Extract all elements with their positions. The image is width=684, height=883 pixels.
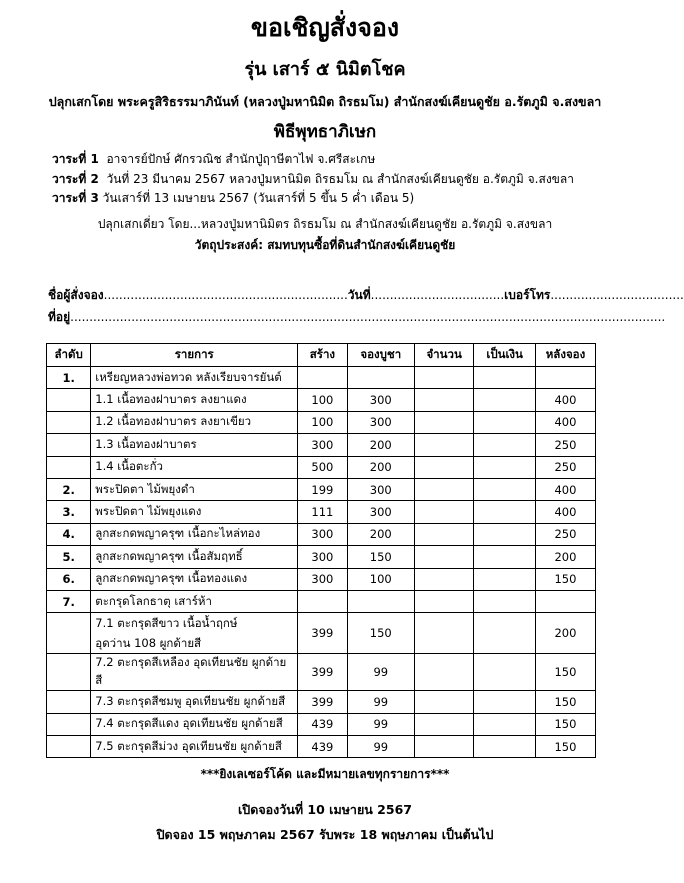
cell-qty[interactable]: [414, 389, 473, 411]
cell-item: 7.3 ตะกรุดสีชมพู อุดเทียนชัย ผูกด้ายสี: [91, 691, 298, 713]
cell-price: 150: [347, 546, 414, 568]
order-table: [46, 343, 596, 758]
cell-price: 99: [347, 691, 414, 713]
cell-total[interactable]: [474, 691, 536, 713]
cell-no: 3.: [47, 501, 91, 523]
cell-no: 6.: [47, 568, 91, 590]
cell-item: 1.1 เนื้อทองฝาบาตร ลงยาแดง: [91, 389, 298, 411]
cell-after: 250: [535, 434, 595, 456]
round-text: อาจารย์ปักษ์ ศักรวณิช สำนักปู่ฤาษีตาไฟ จ.ศรีสะเกษ: [106, 152, 376, 166]
table-row: [47, 691, 596, 713]
cell-item: [91, 613, 298, 654]
cell-item: 1.3 เนื้อทองฝาบาตร: [91, 434, 298, 456]
cell-no: 5.: [47, 546, 91, 568]
table-row: [47, 546, 596, 568]
date-label: วันที่: [347, 288, 371, 302]
cell-total[interactable]: [474, 546, 536, 568]
cell-qty[interactable]: [414, 713, 473, 735]
cell-made: 100: [298, 411, 347, 433]
form-row-address: [48, 306, 684, 328]
cell-item: 7.2 ตะกรุดสีเหลือง อุดเทียนชัย ผูกด้ายสี: [91, 654, 298, 691]
cell-total[interactable]: [474, 568, 536, 590]
cell-after: 200: [535, 546, 595, 568]
cell-after: [535, 590, 595, 612]
cell-price: 300: [347, 501, 414, 523]
date-field[interactable]: ...................................: [370, 288, 505, 302]
cell-item: 1.2 เนื้อทองฝาบาตร ลงยาเขียว: [91, 411, 298, 433]
cell-after: [535, 367, 595, 389]
form-row-name: [48, 284, 684, 306]
cell-no: 2.: [47, 478, 91, 500]
phone-field[interactable]: ...................................: [550, 288, 684, 302]
cell-item: 7.4 ตะกรุดสีแดง อุดเทียนชัย ผูกด้ายสี: [91, 713, 298, 735]
cell-qty[interactable]: [414, 367, 473, 389]
cell-qty[interactable]: [414, 478, 473, 500]
phone-label: เบอร์โทร: [504, 288, 551, 302]
cell-after: 400: [535, 501, 595, 523]
cell-qty[interactable]: [414, 691, 473, 713]
cell-price: 100: [347, 568, 414, 590]
table-row: [47, 568, 596, 590]
cell-item: ลูกสะกดพญาครุฑ เนื้อทองแดง: [91, 568, 298, 590]
cell-qty[interactable]: [414, 546, 473, 568]
cell-item: เหรียญหลวงพ่อทวด หลังเรียบจารยันต์: [91, 367, 298, 389]
cell-total[interactable]: [474, 713, 536, 735]
round-label: วาระที่ 2: [52, 171, 99, 186]
cell-price: 150: [347, 613, 414, 654]
cell-no: [47, 691, 91, 713]
round-text: วันที่ 23 มีนาคม 2567 หลวงปู่มหานิมิต ถิรธมโม ณ สำนักสงฆ์เคียนดูชัย อ.รัตภูมิ จ.สงขลา: [106, 171, 574, 186]
cell-price: 300: [347, 478, 414, 500]
cell-qty[interactable]: [414, 523, 473, 545]
solo-blessing-line: ปลุกเสกเดี่ยว โดย...หลวงปู่มหานิมิตร ถิรธมโม ณ สำนักสงฆ์เคียนดูชัย อ.รัตภูมิ จ.สงขลา: [97, 217, 553, 231]
cell-total[interactable]: [474, 456, 536, 478]
cell-after: 250: [535, 456, 595, 478]
cell-after: 150: [535, 568, 595, 590]
cell-made: 111: [298, 501, 347, 523]
cell-qty[interactable]: [414, 501, 473, 523]
cell-price: 200: [347, 434, 414, 456]
col-header-made: สร้าง: [298, 344, 347, 367]
cell-after: 150: [535, 691, 595, 713]
round-label: วาระที่ 3: [52, 191, 99, 205]
cell-after: 400: [535, 411, 595, 433]
ceremony-title: พิธีพุทธาภิเษก: [273, 122, 377, 142]
table-row: [47, 478, 596, 500]
cell-after: 250: [535, 523, 595, 545]
col-header-after: หลังจอง: [535, 344, 595, 367]
cell-qty[interactable]: [414, 654, 473, 691]
cell-item: ตะกรุดโลกธาตุ เสาร์ห้า: [91, 590, 298, 612]
cell-after: 400: [535, 389, 595, 411]
order-form: [48, 284, 684, 328]
cell-made: 399: [298, 613, 347, 654]
cell-item: ลูกสะกดพญาครุฑ เนื้อสัมฤทธิ์: [91, 546, 298, 568]
cell-item: ลูกสะกดพญาครุฑ เนื้อกะไหล่ทอง: [91, 523, 298, 545]
cell-no: [47, 389, 91, 411]
blessed-by-line: ปลุกเสกโดย พระครูสิริธรรมาภินันท์ (หลวงปู่มหานิมิต ถิรธมโม) สำนักสงฆ์เคียนดูชัย อ.รัตภูมิ จ.สงขลา: [48, 94, 602, 109]
col-header-price: จองบูชา: [347, 344, 414, 367]
cell-made: 300: [298, 523, 347, 545]
cell-made: 439: [298, 713, 347, 735]
cell-qty[interactable]: [414, 568, 473, 590]
series-title: รุ่น เสาร์ ๕ นิมิตโชค: [244, 59, 406, 80]
round-1: [52, 150, 574, 170]
cell-no: 7.: [47, 590, 91, 612]
name-field[interactable]: ................................................................: [103, 288, 348, 302]
cell-made: 439: [298, 736, 347, 758]
cell-total[interactable]: [474, 523, 536, 545]
cell-price: [347, 367, 414, 389]
cell-made: 500: [298, 456, 347, 478]
cell-item-line: 7.1 ตะกรุดสีขาว เนื้อน้ำฤกษ์: [95, 616, 238, 631]
table-row: [47, 613, 596, 654]
cell-total[interactable]: [474, 501, 536, 523]
page-title: ขอเชิญสั่งจอง: [250, 13, 400, 42]
cell-no: [47, 736, 91, 758]
ceremony-rounds: [52, 150, 574, 209]
name-label: ชื่อผู้สั่งจอง: [48, 288, 104, 302]
cell-made: 300: [298, 434, 347, 456]
cell-total[interactable]: [474, 478, 536, 500]
cell-made: 300: [298, 568, 347, 590]
cell-qty[interactable]: [414, 736, 473, 758]
cell-after: 150: [535, 654, 595, 691]
cell-total[interactable]: [474, 411, 536, 433]
table-row: [47, 434, 596, 456]
cell-qty[interactable]: [414, 456, 473, 478]
round-label: วาระที่ 1: [52, 152, 99, 166]
cell-item: พระปิดตา ไม้พยุงแดง: [91, 501, 298, 523]
address-label: ที่อยู่: [48, 310, 71, 324]
cell-after: 400: [535, 478, 595, 500]
table-row: [47, 713, 596, 735]
cell-made: [298, 590, 347, 612]
cell-total[interactable]: [474, 389, 536, 411]
round-text: วันเสาร์ที่ 13 เมษายน 2567 (วันเสาร์ที่ 5 ขึ้น 5 ค่ำ เดือน 5): [102, 191, 415, 205]
col-header-no: ลำดับ: [47, 344, 91, 367]
cell-made: 100: [298, 389, 347, 411]
cell-made: 399: [298, 654, 347, 691]
cell-qty[interactable]: [414, 613, 473, 654]
cell-no: [47, 411, 91, 433]
cell-price: 300: [347, 389, 414, 411]
cell-no: [47, 713, 91, 735]
cell-made: 199: [298, 478, 347, 500]
cell-made: 399: [298, 691, 347, 713]
cell-item: 1.4 เนื้อตะกั่ว: [91, 456, 298, 478]
table-row: [47, 736, 596, 758]
cell-item: 7.5 ตะกรุดสีม่วง อุดเทียนชัย ผูกด้ายสี: [91, 736, 298, 758]
cell-total[interactable]: [474, 590, 536, 612]
cell-no: [47, 456, 91, 478]
cell-after: 200: [535, 613, 595, 654]
round-2: [52, 170, 574, 190]
close-date-line: ปิดจอง 15 พฤษภาคม 2567 รับพระ 18 พฤษภาคม เป็นต้นไป: [156, 827, 494, 842]
table-row: [47, 590, 596, 612]
cell-no: 4.: [47, 523, 91, 545]
purpose-line: วัตถุประสงค์: สมทบทุนซื้อที่ดินสำนักสงฆ์เคียนดูชัย: [194, 238, 456, 252]
col-header-total: เป็นเงิน: [474, 344, 536, 367]
table-row: [47, 501, 596, 523]
table-row: [47, 411, 596, 433]
cell-price: [347, 590, 414, 612]
table-header-row: [47, 344, 596, 367]
table-body: [47, 367, 596, 758]
address-field[interactable]: ............................................................................................................................................................: [70, 310, 666, 324]
round-3: [52, 189, 574, 209]
cell-price: 300: [347, 411, 414, 433]
cell-qty[interactable]: [414, 434, 473, 456]
table-row: [47, 389, 596, 411]
cell-price: 200: [347, 523, 414, 545]
cell-item-line: อุดว่าน 108 ผูกด้ายสี: [95, 636, 202, 651]
cell-total[interactable]: [474, 613, 536, 654]
cell-qty[interactable]: [414, 411, 473, 433]
cell-made: [298, 367, 347, 389]
cell-after: 150: [535, 736, 595, 758]
cell-total[interactable]: [474, 736, 536, 758]
cell-price: 99: [347, 736, 414, 758]
cell-qty[interactable]: [414, 590, 473, 612]
cell-total[interactable]: [474, 654, 536, 691]
cell-total[interactable]: [474, 367, 536, 389]
laser-code-note: ***ยิงเลเซอร์โค้ด และมีหมายเลขทุกรายการ***: [200, 767, 450, 781]
cell-price: 99: [347, 713, 414, 735]
cell-no: [47, 434, 91, 456]
cell-no: [47, 654, 91, 691]
cell-total[interactable]: [474, 434, 536, 456]
col-header-item: รายการ: [91, 344, 298, 367]
table-row: [47, 367, 596, 389]
table-row: [47, 654, 596, 691]
open-date-line: เปิดจองวันที่ 10 เมษายน 2567: [238, 802, 412, 817]
cell-after: 150: [535, 713, 595, 735]
cell-no: [47, 613, 91, 654]
col-header-qty: จำนวน: [414, 344, 473, 367]
cell-price: 99: [347, 654, 414, 691]
table-row: [47, 523, 596, 545]
cell-no: 1.: [47, 367, 91, 389]
cell-price: 200: [347, 456, 414, 478]
cell-item: พระปิดตา ไม้พยุงดำ: [91, 478, 298, 500]
cell-made: 300: [298, 546, 347, 568]
table-row: [47, 456, 596, 478]
